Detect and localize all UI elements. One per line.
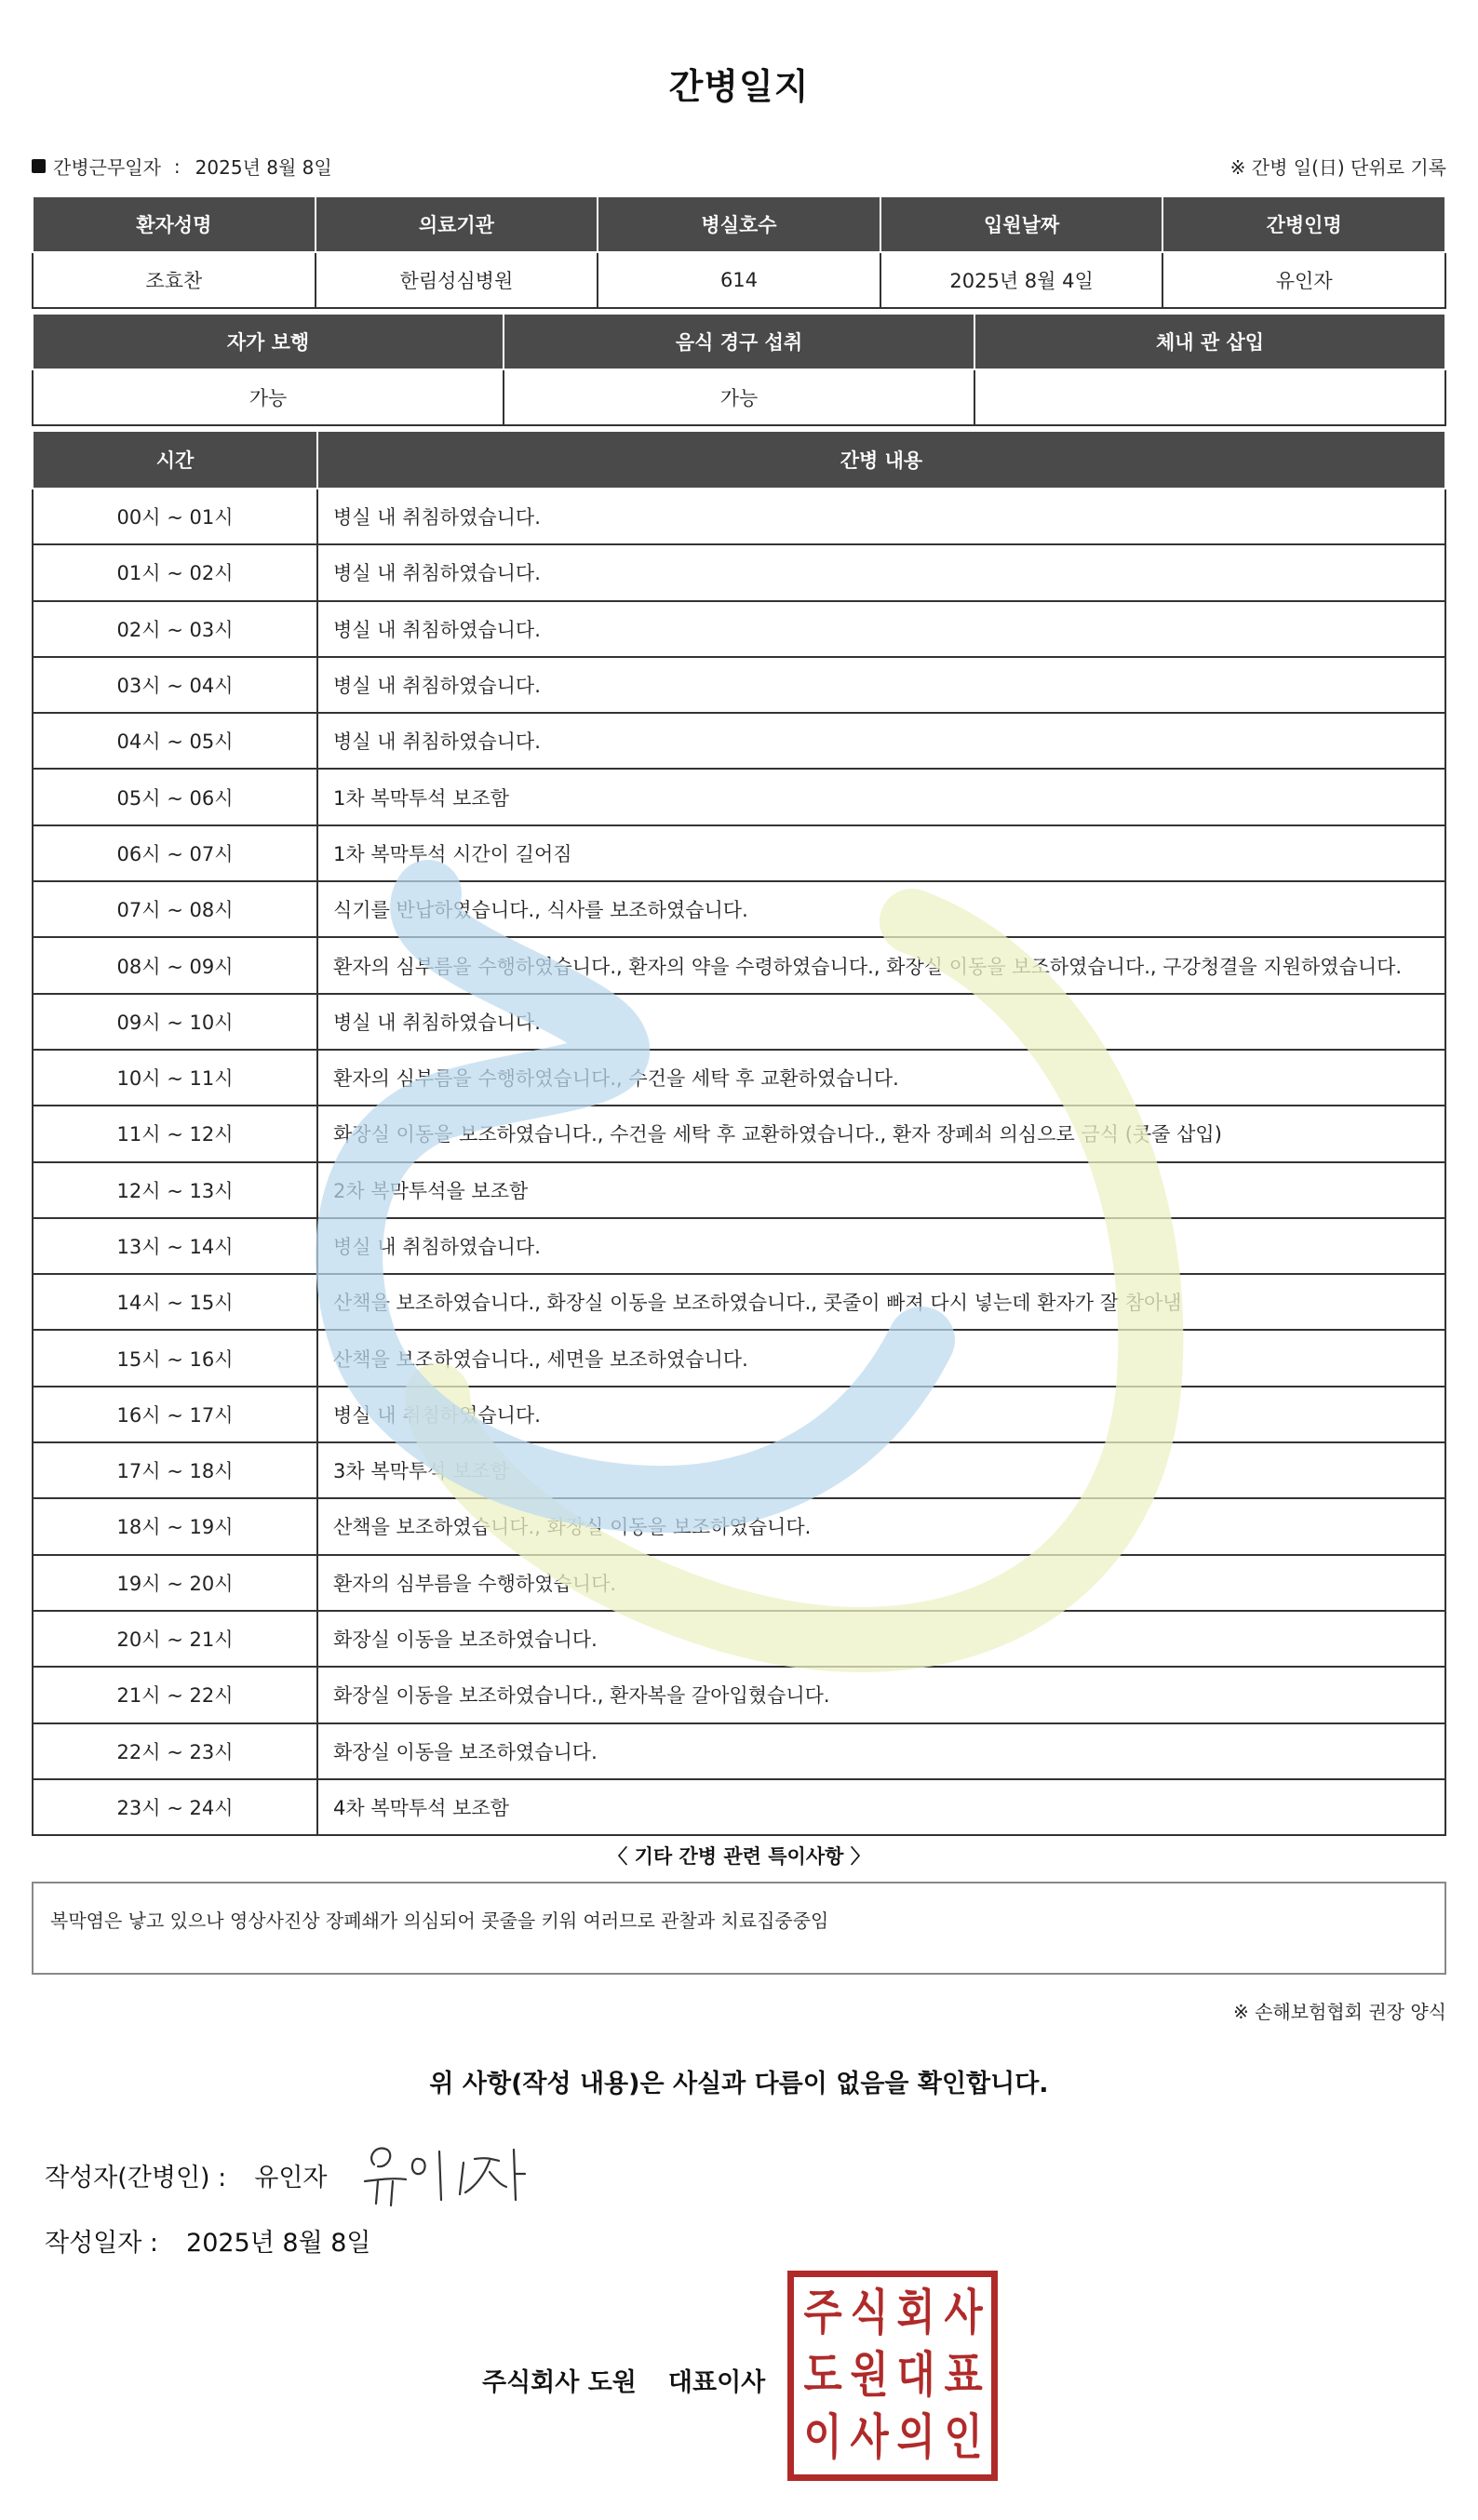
header-tube-insertion: 체내 관 삽입: [974, 314, 1445, 369]
work-date-row: [32, 153, 332, 180]
log-row: [33, 713, 1445, 769]
log-content-cell: 병실 내 취침하였습니다.: [317, 657, 1445, 713]
log-time-cell: 17시 ~ 18시: [33, 1442, 317, 1498]
log-row: [33, 825, 1445, 881]
work-date-value: 2025년 8월 8일: [195, 156, 332, 179]
log-row: [33, 489, 1445, 544]
log-row: [33, 657, 1445, 713]
written-date-value: 2025년 8월 8일: [186, 2229, 371, 2258]
log-time-cell: 10시 ~ 11시: [33, 1050, 317, 1106]
special-notes-box: [32, 1882, 1446, 1975]
company-name: 주식회사 도원: [482, 2368, 637, 2397]
log-row: [33, 1442, 1445, 1498]
log-time-cell: 01시 ~ 02시: [33, 544, 317, 600]
seal-character: 원: [850, 2347, 889, 2404]
log-time-cell: 16시 ~ 17시: [33, 1387, 317, 1442]
log-row: [33, 1498, 1445, 1554]
log-time-cell: 21시 ~ 22시: [33, 1667, 317, 1722]
log-content-cell: 1차 복막투석 보조함: [317, 769, 1445, 824]
log-time-cell: 05시 ~ 06시: [33, 769, 317, 824]
log-content-cell: 산책을 보조하였습니다., 세면을 보조하였습니다.: [317, 1330, 1445, 1386]
log-row: [33, 1106, 1445, 1161]
log-time-cell: 07시 ~ 08시: [33, 881, 317, 937]
oral-intake-value: 가능: [504, 369, 974, 425]
log-row: [33, 544, 1445, 600]
header-room-number: 병실호수: [598, 196, 880, 252]
log-row: [33, 1218, 1445, 1274]
log-header-row: [33, 431, 1445, 489]
log-row: [33, 937, 1445, 993]
writer-name: 유인자: [254, 2164, 328, 2192]
ability-value-row: [33, 369, 1445, 425]
seal-character: 사: [850, 2409, 889, 2466]
company-seal-stamp: [787, 2271, 998, 2481]
log-content-cell: 병실 내 취침하였습니다.: [317, 544, 1445, 600]
caregiver-name: 유인자: [1162, 252, 1445, 308]
special-notes-text: 복막염은 낳고 있으나 영상사진상 장폐쇄가 의심되어 콧줄을 키워 여러므로 관찰과 치료집중중임: [50, 1910, 829, 1932]
seal-character: 도: [803, 2347, 842, 2404]
log-time-cell: 22시 ~ 23시: [33, 1723, 317, 1779]
header-care-content: 간병 내용: [317, 431, 1445, 489]
unit-note: ※ 간병 일(日) 단위로 기록: [1229, 156, 1446, 179]
ability-header-row: [33, 314, 1445, 369]
log-time-cell: 18시 ~ 19시: [33, 1498, 317, 1554]
log-content-cell: 1차 복막투석 시간이 길어짐: [317, 825, 1445, 881]
log-time-cell: 15시 ~ 16시: [33, 1330, 317, 1386]
log-content-cell: 병실 내 취침하였습니다.: [317, 1218, 1445, 1274]
log-time-cell: 06시 ~ 07시: [33, 825, 317, 881]
patient-name: 조효찬: [33, 252, 316, 308]
header-patient-name: 환자성명: [33, 196, 316, 252]
bullet-square-icon: [32, 159, 46, 173]
self-walking-value: 가능: [33, 369, 504, 425]
log-time-cell: 04시 ~ 05시: [33, 713, 317, 769]
log-row: [33, 1330, 1445, 1386]
patient-info-table: [32, 195, 1446, 309]
log-time-cell: 19시 ~ 20시: [33, 1555, 317, 1611]
log-row: [33, 1779, 1445, 1835]
log-row: [33, 1611, 1445, 1667]
log-time-cell: 09시 ~ 10시: [33, 994, 317, 1050]
log-content-cell: 산책을 보조하였습니다., 화장실 이동을 보조하였습니다.: [317, 1498, 1445, 1554]
tube-insertion-value: [974, 369, 1445, 425]
seal-character: 식: [850, 2285, 889, 2342]
log-content-cell: 화장실 이동을 보조하였습니다., 환자복을 갈아입혔습니다.: [317, 1667, 1445, 1722]
log-row: [33, 1274, 1445, 1330]
log-row: [33, 881, 1445, 937]
log-time-cell: 03시 ~ 04시: [33, 657, 317, 713]
patient-info-value-row: [33, 252, 1445, 308]
header-time: 시간: [33, 431, 317, 489]
log-content-cell: 환자의 심부름을 수행하였습니다., 수건을 세탁 후 교환하였습니다.: [317, 1050, 1445, 1106]
header-admission-date: 입원날짜: [880, 196, 1163, 252]
company-signature-row: [482, 2362, 765, 2398]
page-title: 간병일지: [668, 66, 810, 107]
form-source-note: ※ 손해보험협회 권장 양식: [1232, 2001, 1446, 2023]
log-row: [33, 769, 1445, 824]
header-caregiver-name: 간병인명: [1162, 196, 1445, 252]
work-date-label: 간병근무일자: [53, 156, 161, 179]
log-content-cell: 병실 내 취침하였습니다.: [317, 713, 1445, 769]
seal-character: 의: [896, 2409, 936, 2466]
seal-character: 주: [803, 2285, 842, 2342]
log-content-cell: 산책을 보조하였습니다., 화장실 이동을 보조하였습니다., 콧줄이 빠져 다시 넣는데 환자가 잘 참아냄: [317, 1274, 1445, 1330]
log-content-cell: 병실 내 취침하였습니다.: [317, 601, 1445, 657]
confirmation-statement: 위 사항(작성 내용)은 사실과 다름이 없음을 확인합니다.: [429, 2070, 1049, 2098]
handwritten-signature: [361, 2138, 529, 2213]
log-content-cell: 화장실 이동을 보조하였습니다.: [317, 1723, 1445, 1779]
work-date-colon: :: [173, 154, 181, 178]
hospital-name: 한림성심병원: [316, 252, 598, 308]
written-date-row: [45, 2222, 371, 2259]
log-row: [33, 1387, 1445, 1442]
log-row: [33, 601, 1445, 657]
log-content-cell: 화장실 이동을 보조하였습니다.: [317, 1611, 1445, 1667]
log-time-cell: 08시 ~ 09시: [33, 937, 317, 993]
log-time-cell: 12시 ~ 13시: [33, 1162, 317, 1218]
log-row: [33, 1162, 1445, 1218]
writer-label: 작성자(간병인) :: [45, 2164, 227, 2192]
seal-character: 사: [944, 2285, 983, 2342]
patient-ability-table: [32, 313, 1446, 426]
writer-row: [45, 2157, 328, 2193]
log-row: [33, 1050, 1445, 1106]
log-time-cell: 20시 ~ 21시: [33, 1611, 317, 1667]
log-time-cell: 00시 ~ 01시: [33, 489, 317, 544]
log-content-cell: 식기를 반납하였습니다., 식사를 보조하였습니다.: [317, 881, 1445, 937]
seal-character: 인: [944, 2409, 983, 2466]
hourly-care-log-table: [32, 430, 1446, 1836]
log-content-cell: 병실 내 취침하였습니다.: [317, 994, 1445, 1050]
patient-info-header-row: [33, 196, 1445, 252]
log-row: [33, 1667, 1445, 1722]
log-content-cell: 병실 내 취침하였습니다.: [317, 489, 1445, 544]
seal-character: 회: [896, 2285, 936, 2342]
log-row: [33, 1723, 1445, 1779]
log-row: [33, 994, 1445, 1050]
log-content-cell: 환자의 심부름을 수행하였습니다., 환자의 약을 수령하였습니다., 화장실 이동을 보조하였습니다., 구강청결을 지원하였습니다.: [317, 937, 1445, 993]
log-time-cell: 23시 ~ 24시: [33, 1779, 317, 1835]
log-content-cell: 3차 복막투석 보조함: [317, 1442, 1445, 1498]
log-row: [33, 1555, 1445, 1611]
log-content-cell: 병실 내 취침하였습니다.: [317, 1387, 1445, 1442]
ceo-label: 대표이사: [667, 2368, 766, 2397]
header-self-walking: 자가 보행: [33, 314, 504, 369]
seal-character: 표: [944, 2347, 983, 2404]
admission-date: 2025년 8월 4일: [880, 252, 1163, 308]
log-time-cell: 14시 ~ 15시: [33, 1274, 317, 1330]
seal-character: 이: [803, 2409, 842, 2466]
log-time-cell: 02시 ~ 03시: [33, 601, 317, 657]
seal-character: 대: [896, 2347, 936, 2404]
log-content-cell: 2차 복막투석을 보조함: [317, 1162, 1445, 1218]
log-time-cell: 11시 ~ 12시: [33, 1106, 317, 1161]
header-oral-intake: 음식 경구 섭취: [504, 314, 974, 369]
log-content-cell: 환자의 심부름을 수행하였습니다.: [317, 1555, 1445, 1611]
log-content-cell: 4차 복막투석 보조함: [317, 1779, 1445, 1835]
log-content-cell: 화장실 이동을 보조하였습니다., 수건을 세탁 후 교환하였습니다., 환자 장폐쇠 의심으로 금식 (콧줄 삽입): [317, 1106, 1445, 1161]
header-hospital: 의료기관: [316, 196, 598, 252]
notes-heading: 〈 기타 간병 관련 특이사항 〉: [608, 1845, 870, 1868]
room-number: 614: [598, 252, 880, 308]
written-date-label: 작성일자 :: [45, 2229, 159, 2258]
log-time-cell: 13시 ~ 14시: [33, 1218, 317, 1274]
